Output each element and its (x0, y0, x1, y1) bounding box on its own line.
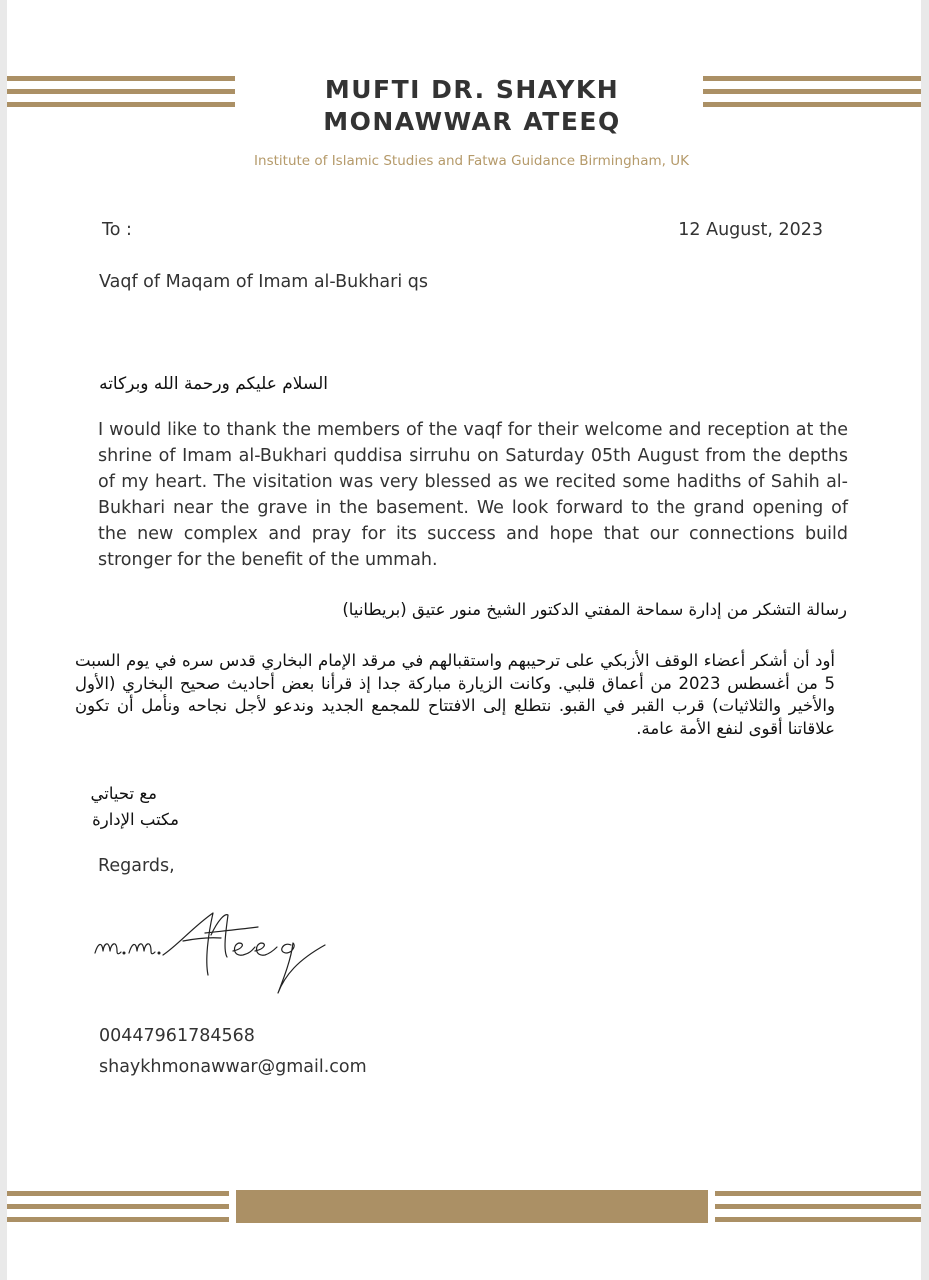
letter-body-english: I would like to thank the members of the vaqf for their welcome and reception at the shrine of Imam al-Bukhari quddisa sirruhu on Saturday 05th August from the depths of my heart. The visitation was very blessed as we recited some hadiths of Sahih al-Bukhari near the grave in the basement. We look forward to the grand opening of the new complex and pray for its success and hope that our connections build stronger for the benefit of the ummah. (98, 420, 848, 570)
signature (93, 905, 333, 1000)
arabic-closing-office: مكتب الإدارة (92, 810, 179, 829)
letterhead-title: MUFTI DR. SHAYKH MONAWWAR ATEEQ (323, 75, 621, 136)
to-label: To : (102, 220, 132, 240)
footer-bar (236, 1190, 708, 1223)
letter-page (7, 0, 921, 1280)
phone-number: 00447961784568 (99, 1026, 255, 1046)
letter-date: 12 August, 2023 (678, 220, 823, 240)
arabic-letter-title: رسالة التشكر من إدارة سماحة المفتي الدكتور الشيخ منور عتيق (بريطانيا) (342, 600, 847, 619)
letter-body-arabic: أود أن أشكر أعضاء الوقف الأزبكي على ترحيبهم واستقبالهم في مرقد الإمام البخاري قدس سره في يوم السبت 5 من أغسطس 2023 من أعماق قلبي. وكانت الزيارة مباركة جدا إذ قرأنا بعض أحاديث صحيح البخاري (الأول والأخير والثلاثيات) قرب القبر في القبو. نتطلع إلى الافتتاح للمجمع الجديد وندعو لأجل نجاحه ونأمل أن تكون علاقاتنا أقوى لنفع الأمة عامة. (75, 651, 835, 738)
regards: Regards, (98, 856, 175, 876)
letterhead-subtitle: Institute of Islamic Studies and Fatwa Guidance Birmingham, UK (254, 153, 689, 169)
email-address: shaykhmonawwar@gmail.com (99, 1057, 367, 1077)
arabic-greeting: السلام عليكم ورحمة الله وبركاته (99, 374, 328, 394)
recipient: Vaqf of Maqam of Imam al-Bukhari qs (99, 272, 429, 292)
arabic-closing-greeting: مع تحياتي (90, 784, 157, 803)
